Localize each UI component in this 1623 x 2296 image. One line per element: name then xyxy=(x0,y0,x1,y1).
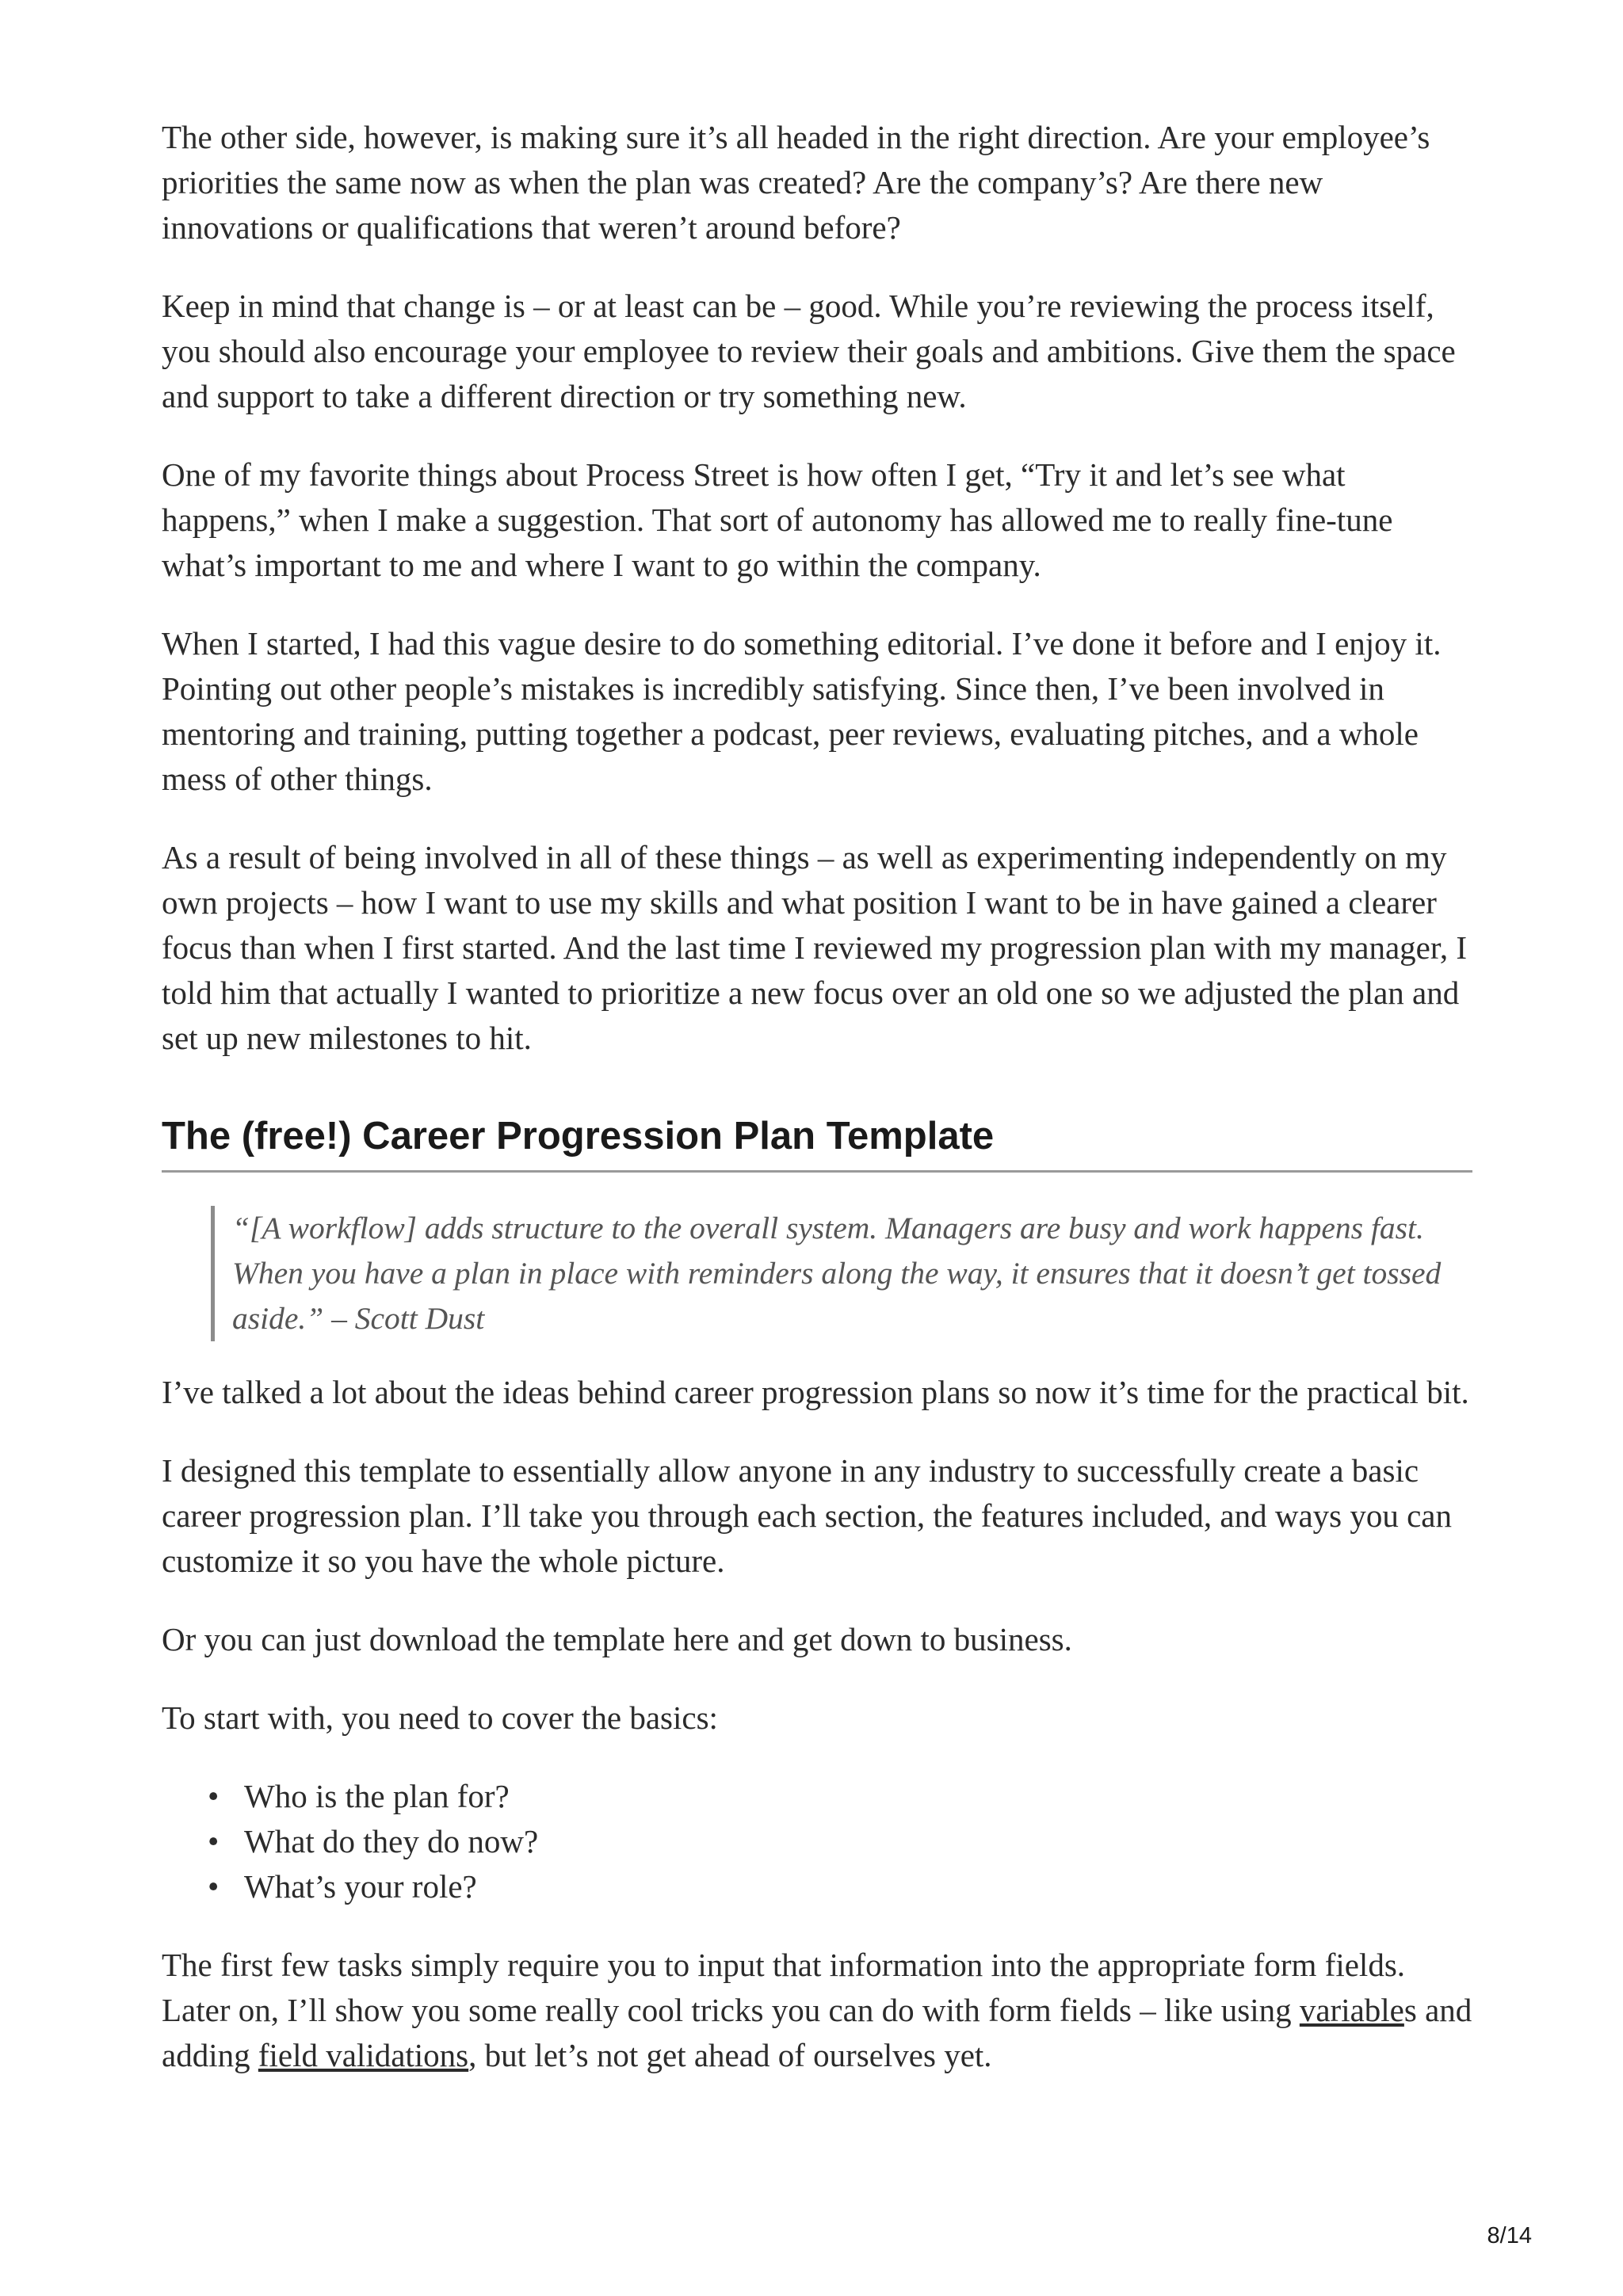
document-page xyxy=(162,115,1472,2111)
form-fields-text-1: The first few tasks simply require you to input that information into the appropriate form fields. Later on, I’ll show you some really cool tricks you can do with form fields – like using xyxy=(162,1947,1406,2028)
basics-list xyxy=(162,1774,1472,1909)
form-fields-text-2: s and adding xyxy=(162,1992,1472,2073)
field-validations-link[interactable]: field validations xyxy=(258,2037,469,2073)
list-item xyxy=(208,1819,1472,1864)
bullet-glyph: • xyxy=(208,1823,220,1859)
section-heading: The (free!) Career Progression Plan Template xyxy=(162,1112,1472,1173)
paragraph-process-street-autonomy: One of my favorite things about Process Street is how often I get, “Try it and let’s see what happens,” when I make a suggestion. That sort of autonomy has allowed me to really fine-tune what’s important to me and where I want to go within the company. xyxy=(162,456,1393,583)
paragraph-priorities: The other side, however, is making sure it’s all headed in the right direction. Are your employee’s priorities the same now as when the plan was created? Are the company’s? Are there new innovations or qualifications that weren’t around before? xyxy=(162,119,1430,246)
bullet-glyph: • xyxy=(208,1778,220,1814)
form-fields-text-3: , but let’s not get ahead of ourselves yet. xyxy=(468,2037,992,2073)
list-item xyxy=(208,1774,1472,1819)
list-item-text: Who is the plan for? xyxy=(244,1778,510,1814)
variables-link[interactable]: variable xyxy=(1299,1992,1404,2028)
paragraph-clearer-focus: As a result of being involved in all of these things – as well as experimenting independently on my own projects – how I want to use my skills and what position I want to be in have gained a clearer focus than when I first started. And the last time I reviewed my progression plan with my manager, I told him that actually I wanted to prioritize a new focus over an old one so we adjusted the plan and set up new milestones to hit. xyxy=(162,839,1468,1056)
paragraph-cover-basics: To start with, you need to cover the basics: xyxy=(162,1699,718,1736)
paragraph-download-template: Or you can just download the template here and get down to business. xyxy=(162,1621,1072,1657)
list-item-text: What do they do now? xyxy=(244,1823,539,1859)
page-number: 8/14 xyxy=(1487,2223,1532,2248)
paragraph-template-design: I designed this template to essentially allow anyone in any industry to successfully create a basic career progression plan. I’ll take you through each section, the features included, and ways you can customize it so you have the whole picture. xyxy=(162,1452,1453,1579)
list-item-text: What’s your role? xyxy=(244,1868,477,1905)
paragraph-change-is-good: Keep in mind that change is – or at least can be – good. While you’re reviewing the process itself, you should also encourage your employee to review their goals and ambitions. Give them the space and support to take a different direction or try something new. xyxy=(162,288,1456,414)
paragraph-practical-bit: I’ve talked a lot about the ideas behind career progression plans so now it’s time for the practical bit. xyxy=(162,1374,1469,1410)
bullet-glyph: • xyxy=(208,1868,220,1905)
paragraph-editorial-desire: When I started, I had this vague desire to do something editorial. I’ve done it before and I enjoy it. Pointing out other people’s mistakes is incredibly satisfying. Since then, I’ve been involved in mentoring and training, putting together a podcast, peer reviews, evaluating pitches, and a whole mess of other things. xyxy=(162,625,1442,797)
quote-scott-dust: “[A workflow] adds structure to the overall system. Managers are busy and work happens fast. When you have a plan in place with reminders along the way, it ensures that it doesn’t get tossed aside.” – Scott Dust xyxy=(211,1206,1472,1341)
list-item xyxy=(208,1864,1472,1909)
paragraph-form-fields xyxy=(162,1943,1472,2078)
